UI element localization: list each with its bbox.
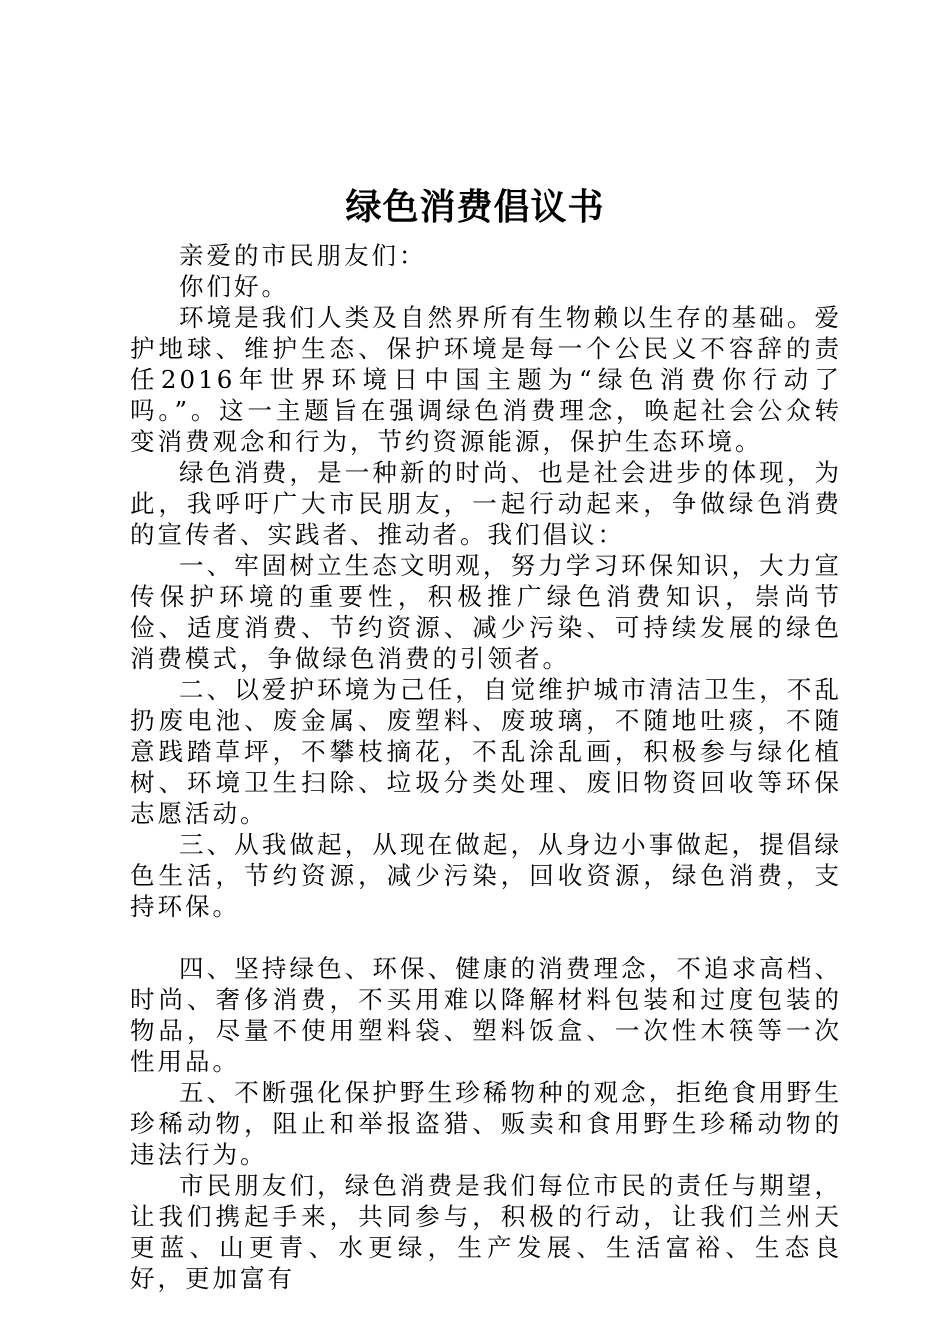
document-title: 绿色消费倡议书 [345,187,605,228]
proposal-item-5: 五、不断强化保护野生珍稀物种的观念，拒绝食用野生珍稀动物，阻止和举报盗猎、贩卖和食用野生珍稀动物的违法行为。 [130,1078,842,1169]
proposal-item-1: 一、牢固树立生态文明观，努力学习环保知识，大力宣传保护环境的重要性，积极推广绿色消费知识，崇尚节俭、适度消费、节约资源、减少污染、可持续发展的绿色消费模式，争做绿色消费的引领者。 [130,551,842,673]
greeting: 你们好。 [179,272,289,301]
document-body [130,240,842,1294]
proposal-item-2: 二、以爱护环境为己任，自觉维护城市清洁卫生，不乱扔废电池、废金属、废塑料、废玻璃，不随地吐痰，不随意践踏草坪，不攀枝摘花，不乱涂乱画，积极参与绿化植树、环境卫生扫除、垃圾分类处理、废旧物资回收等环保志愿活动。 [130,675,842,828]
paragraph-intro: 环境是我们人类及自然界所有生物赖以生存的基础。爱护地球、维护生态、保护环境是每一个公民义不容辞的责任2016年世界环境日中国主题为“绿色消费你行动了吗。”。这一主题旨在强调绿色消费理念，唤起社会公众转变消费观念和行为，节约资源能源，保护生态环境。 [130,303,842,456]
proposal-item-3: 三、从我做起，从现在做起，从身边小事做起，提倡绿色生活，节约资源，减少污染，回收资源，绿色消费，支持环保。 [130,830,842,921]
proposal-item-4: 四、坚持绿色、环保、健康的消费理念，不追求高档、时尚、奢侈消费，不买用难以降解材料包装和过度包装的物品，尽量不使用塑料袋、塑料饭盒、一次性木筷等一次性用品。 [130,954,842,1076]
salutation: 亲爱的市民朋友们： [179,241,427,270]
closing-paragraph: 市民朋友们，绿色消费是我们每位市民的责任与期望，让我们携起手来，共同参与，积极的行动，让我们兰州天更蓝、山更青、水更绿，生产发展、生活富裕、生态良好，更加富有 [130,1171,842,1293]
paragraph-call: 绿色消费，是一种新的时尚、也是社会进步的体现，为此，我呼吁广大市民朋友，一起行动起来，争做绿色消费的宣传者、实践者、推动者。我们倡议： [130,458,842,549]
